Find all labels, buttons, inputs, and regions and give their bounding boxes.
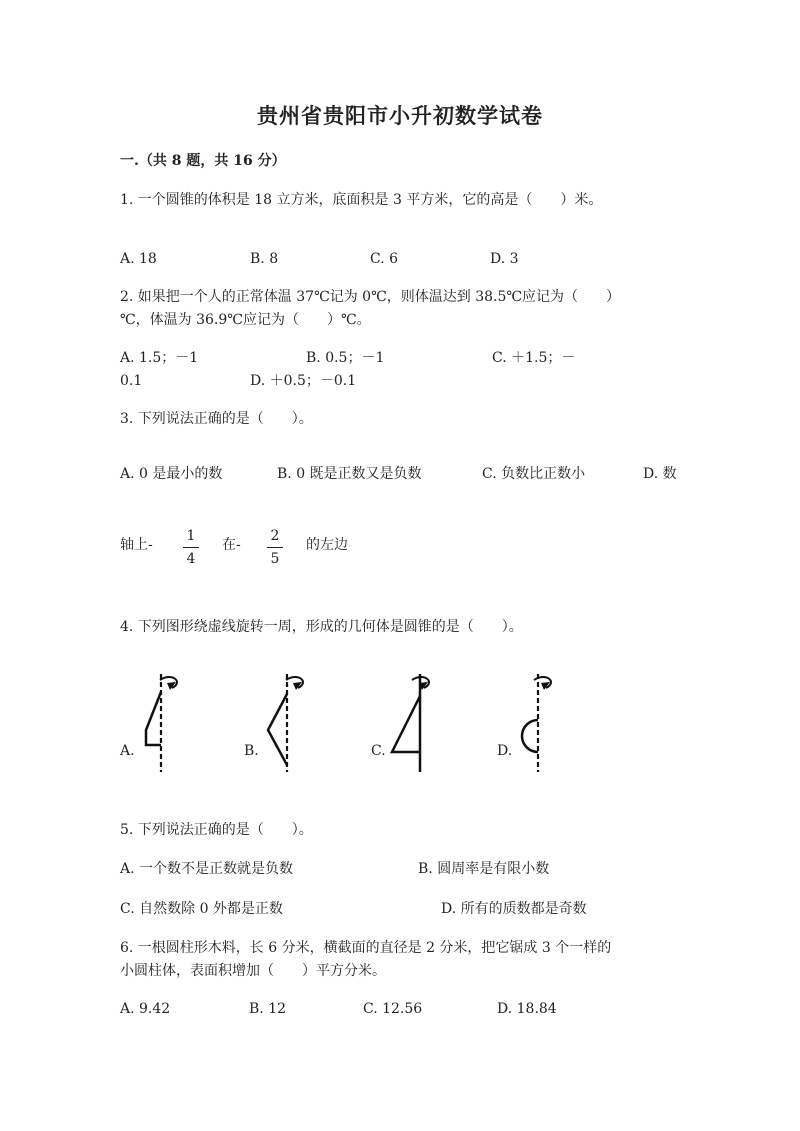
q5-option-a: A. 一个数不是正数就是负数	[120, 861, 294, 877]
q4-figure-b	[262, 670, 312, 775]
fraction-numerator: 1	[186, 528, 196, 544]
question-2-stem-line2: ℃，体温为 36.9℃应记为（ ）℃。	[120, 312, 371, 328]
fraction-bar	[183, 547, 199, 548]
q3-option-a: A. 0 是最小的数	[120, 466, 223, 482]
q3-option-d: D. 数	[643, 466, 677, 482]
fraction-two-fifths	[265, 527, 285, 568]
section-heading: 一.（共 8 题，共 16 分）	[120, 153, 286, 169]
question-5-stem: 5. 下列说法正确的是（ ）。	[120, 822, 313, 838]
question-3-stem: 3. 下列说法正确的是（ ）。	[120, 411, 313, 427]
q3-option-b: B. 0 既是正数又是负数	[277, 466, 422, 482]
fraction-one-quarter	[181, 527, 201, 568]
q3-option-d-middle: 在-	[222, 537, 241, 553]
question-1-stem: 1. 一个圆锥的体积是 18 立方米，底面积是 3 平方米，它的高是（ ）米。	[120, 192, 603, 208]
q1-option-d: D. 3	[490, 251, 519, 267]
q6-option-c: C. 12.56	[363, 1001, 423, 1017]
question-4-stem: 4. 下列图形绕虚线旋转一周，形成的几何体是圆锥的是（ ）。	[120, 619, 523, 635]
question-6-stem-line2: 小圆柱体，表面积增加（ ）平方分米。	[120, 963, 386, 979]
q6-option-d: D. 18.84	[497, 1001, 557, 1017]
q5-option-d: D. 所有的质数都是奇数	[441, 901, 587, 917]
question-6-stem-line1: 6. 一根圆柱形木料，长 6 分米，横截面的直径是 2 分米，把它锯成 3 个一样的	[120, 940, 612, 956]
q6-option-a: A. 9.42	[120, 1001, 171, 1017]
q2-option-c-cont: 0.1	[120, 373, 143, 389]
q5-option-b: B. 圆周率是有限小数	[418, 861, 550, 877]
q4-option-a-label: A.	[120, 743, 135, 759]
q4-figure-d	[512, 670, 562, 775]
q5-option-c: C. 自然数除 0 外都是正数	[120, 901, 283, 917]
q1-option-a: A. 18	[120, 251, 157, 267]
q1-option-b: B. 8	[250, 251, 279, 267]
question-2-stem-line1: 2. 如果把一个人的正常体温 37℃记为 0℃，则体温达到 38.5℃应记为（ ）	[120, 289, 621, 305]
q1-option-c: C. 6	[370, 251, 399, 267]
q4-figure-a	[140, 670, 190, 775]
q2-option-d: D. ＋0.5；－0.1	[250, 373, 357, 389]
q2-option-a: A. 1.5；－1	[120, 350, 199, 366]
q4-option-c-label: C.	[371, 743, 386, 759]
page-title: 贵州省贵阳市小升初数学试卷	[257, 103, 543, 128]
q4-option-d-label: D.	[497, 743, 513, 759]
fraction-denominator: 4	[186, 551, 196, 567]
q4-option-b-label: B.	[244, 743, 259, 759]
q3-option-d-suffix: 的左边	[306, 537, 348, 553]
fraction-denominator: 5	[270, 551, 280, 567]
fraction-numerator: 2	[270, 528, 280, 544]
q3-option-d-prefix: 轴上-	[120, 537, 153, 553]
q4-figure-c	[390, 670, 440, 775]
q3-option-c: C. 负数比正数小	[482, 466, 586, 482]
fraction-bar	[267, 547, 283, 548]
q2-option-c: C. ＋1.5；－	[492, 350, 576, 366]
q6-option-b: B. 12	[249, 1001, 287, 1017]
q2-option-b: B. 0.5；－1	[306, 350, 385, 366]
